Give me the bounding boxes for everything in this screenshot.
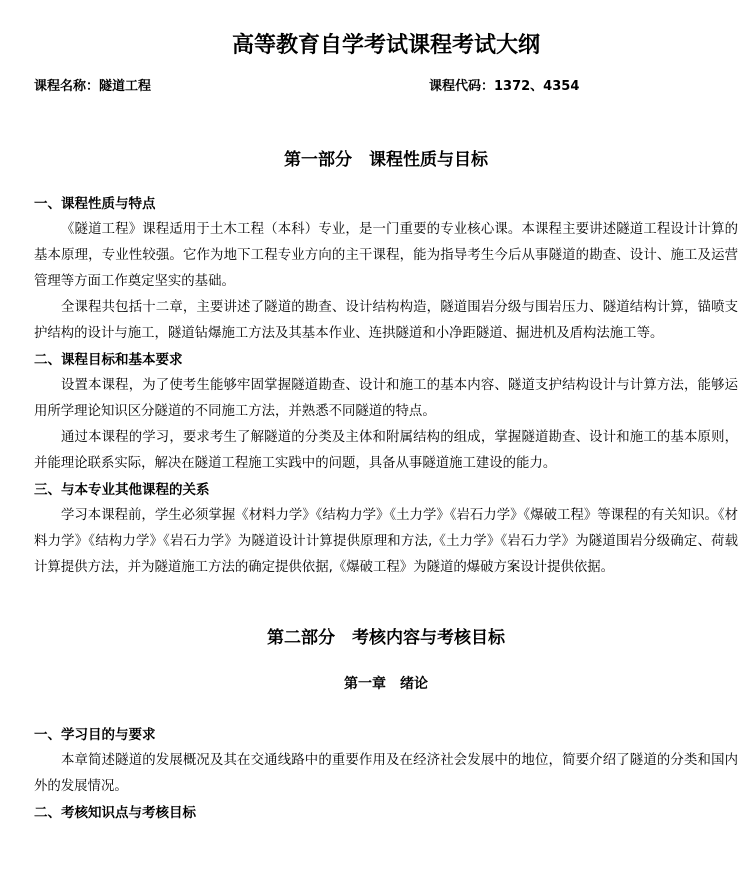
chapter-1-section-1-heading: 一、学习目的与要求 bbox=[34, 727, 156, 743]
section-1-2-paragraph-2: 通过本课程的学习，要求考生了解隧道的分类及主体和附属结构的组成，掌握隧道勘查、设计和施工的基本原则，并能理论联系实际，解决在隧道工程施工实践中的问题，具备从事隧道施工建设的能力。 bbox=[34, 430, 738, 471]
section-1-2-paragraph-1: 设置本课程，为了使考生能够牢固掌握隧道勘查、设计和施工的基本内容、隧道支护结构设计与计算方法，能够运用所学理论知识区分隧道的不同施工方法，并熟悉不同隧道的特点。 bbox=[34, 378, 738, 419]
course-name: 课程名称：隧道工程 bbox=[34, 79, 152, 94]
section-1-1-paragraph-2: 全课程共包括十二章，主要讲述了隧道的勘查、设计结构构造，隧道围岩分级与围岩压力、隧道结构计算，锚喷支护结构的设计与施工，隧道钻爆施工方法及其基本作业、连拱隧道和小净距隧道、掘进机及盾构法施工等。 bbox=[34, 300, 738, 341]
section-1-3-paragraph-1: 学习本课程前，学生必须掌握《材料力学》《结构力学》《土力学》《岩石力学》《爆破工程》等课程的有关知识。《材料力学》《结构力学》《岩石力学》为隧道设计计算提供原理和方法,《土力学》《岩石力学》为隧道围岩分级确定、荷载计算提供方法，并为隧道施工方法的确定提供依据,《爆破工程》为隧道的爆破方案设计提供依据。 bbox=[34, 508, 738, 575]
section-1-2-heading: 二、课程目标和基本要求 bbox=[34, 352, 183, 368]
chapter-1-section-2-heading: 二、考核知识点与考核目标 bbox=[34, 805, 196, 821]
part-2-heading: 第二部分 考核内容与考核目标 bbox=[267, 628, 505, 648]
section-1-1-paragraph-1: 《隧道工程》课程适用于土木工程（本科）专业，是一门重要的专业核心课。本课程主要讲述隧道工程设计计算的基本原理，专业性较强。它作为地下工程专业方向的主干课程，能为指导考生今后从事隧道的勘查、设计、施工及运营管理等方面工作奠定坚实的基础。 bbox=[34, 222, 738, 289]
course-meta-row bbox=[34, 77, 738, 97]
course-code: 课程代码：1372、4354 bbox=[429, 79, 580, 94]
chapter-1-heading: 第一章 绪论 bbox=[344, 676, 428, 692]
document-title: 高等教育自学考试课程考试大纲 bbox=[231, 33, 540, 58]
section-1-3-heading: 三、与本专业其他课程的关系 bbox=[34, 482, 210, 498]
section-1-1-heading: 一、课程性质与特点 bbox=[34, 196, 156, 212]
part-1-heading: 第一部分 课程性质与目标 bbox=[284, 150, 488, 170]
chapter-1-section-1-paragraph-1: 本章简述隧道的发展概况及其在交通线路中的重要作用及在经济社会发展中的地位，简要介绍了隧道的分类和国内外的发展情况。 bbox=[34, 753, 738, 794]
